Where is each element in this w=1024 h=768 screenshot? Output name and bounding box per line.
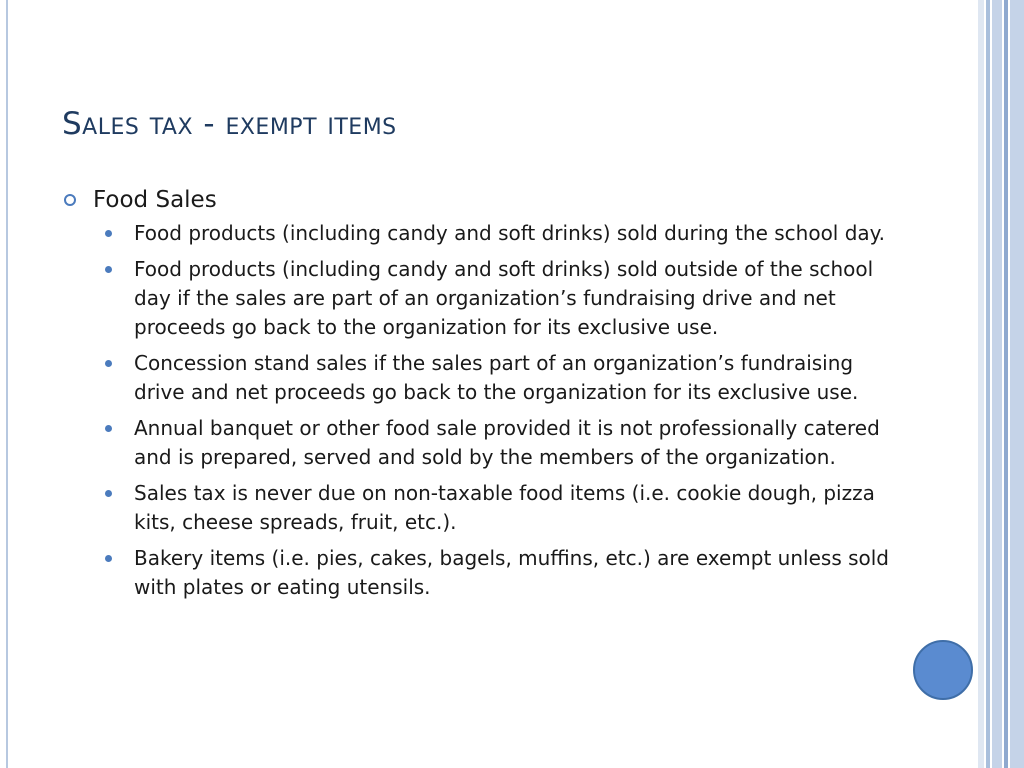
left-border xyxy=(0,0,8,768)
right-decorative-stripes xyxy=(978,0,1024,768)
hollow-circle-bullet-icon xyxy=(64,194,76,206)
sub-bullet-list xyxy=(60,219,890,602)
dot-bullet-icon xyxy=(105,555,112,562)
dot-bullet-icon xyxy=(105,266,112,273)
dot-bullet-icon xyxy=(105,425,112,432)
sub-bullet xyxy=(60,414,890,472)
sub-bullet xyxy=(60,255,890,342)
stripe xyxy=(986,0,990,768)
sub-bullet xyxy=(60,349,890,407)
bullet-level1-text: Food Sales xyxy=(93,187,217,213)
sub-bullet xyxy=(60,219,890,248)
sub-bullet-text: Bakery items (i.e. pies, cakes, bagels, muffins, etc.) are exempt unless sold with plates or eating utensils. xyxy=(134,546,889,599)
dot-bullet-icon xyxy=(105,360,112,367)
slide-content xyxy=(60,183,890,609)
sub-bullet-text: Sales tax is never due on non-taxable food items (i.e. cookie dough, pizza kits, cheese spreads, fruit, etc.). xyxy=(134,481,875,534)
dot-bullet-icon xyxy=(105,490,112,497)
sub-bullet-text: Concession stand sales if the sales part of an organization’s fundraising drive and net proceeds go back to the organization for its exclusive use. xyxy=(134,351,859,404)
sub-bullet xyxy=(60,544,890,602)
sub-bullet-text: Food products (including candy and soft drinks) sold during the school day. xyxy=(134,221,886,245)
sub-bullet-text: Annual banquet or other food sale provided it is not professionally catered and is prepared, served and sold by the members of the organization. xyxy=(134,416,880,469)
stripe xyxy=(992,0,1002,768)
dot-bullet-icon xyxy=(105,230,112,237)
sub-bullet xyxy=(60,479,890,537)
slide-title: Sales tax - exempt items xyxy=(62,106,397,142)
stripe xyxy=(1010,0,1024,768)
stripe xyxy=(978,0,984,768)
bullet-level1 xyxy=(60,183,890,217)
decorative-circle xyxy=(913,640,973,700)
stripe xyxy=(1004,0,1008,768)
sub-bullet-text: Food products (including candy and soft drinks) sold outside of the school day if the sales are part of an organization’s fundraising drive and net proceeds go back to the organization for its exclusive use. xyxy=(134,257,874,339)
